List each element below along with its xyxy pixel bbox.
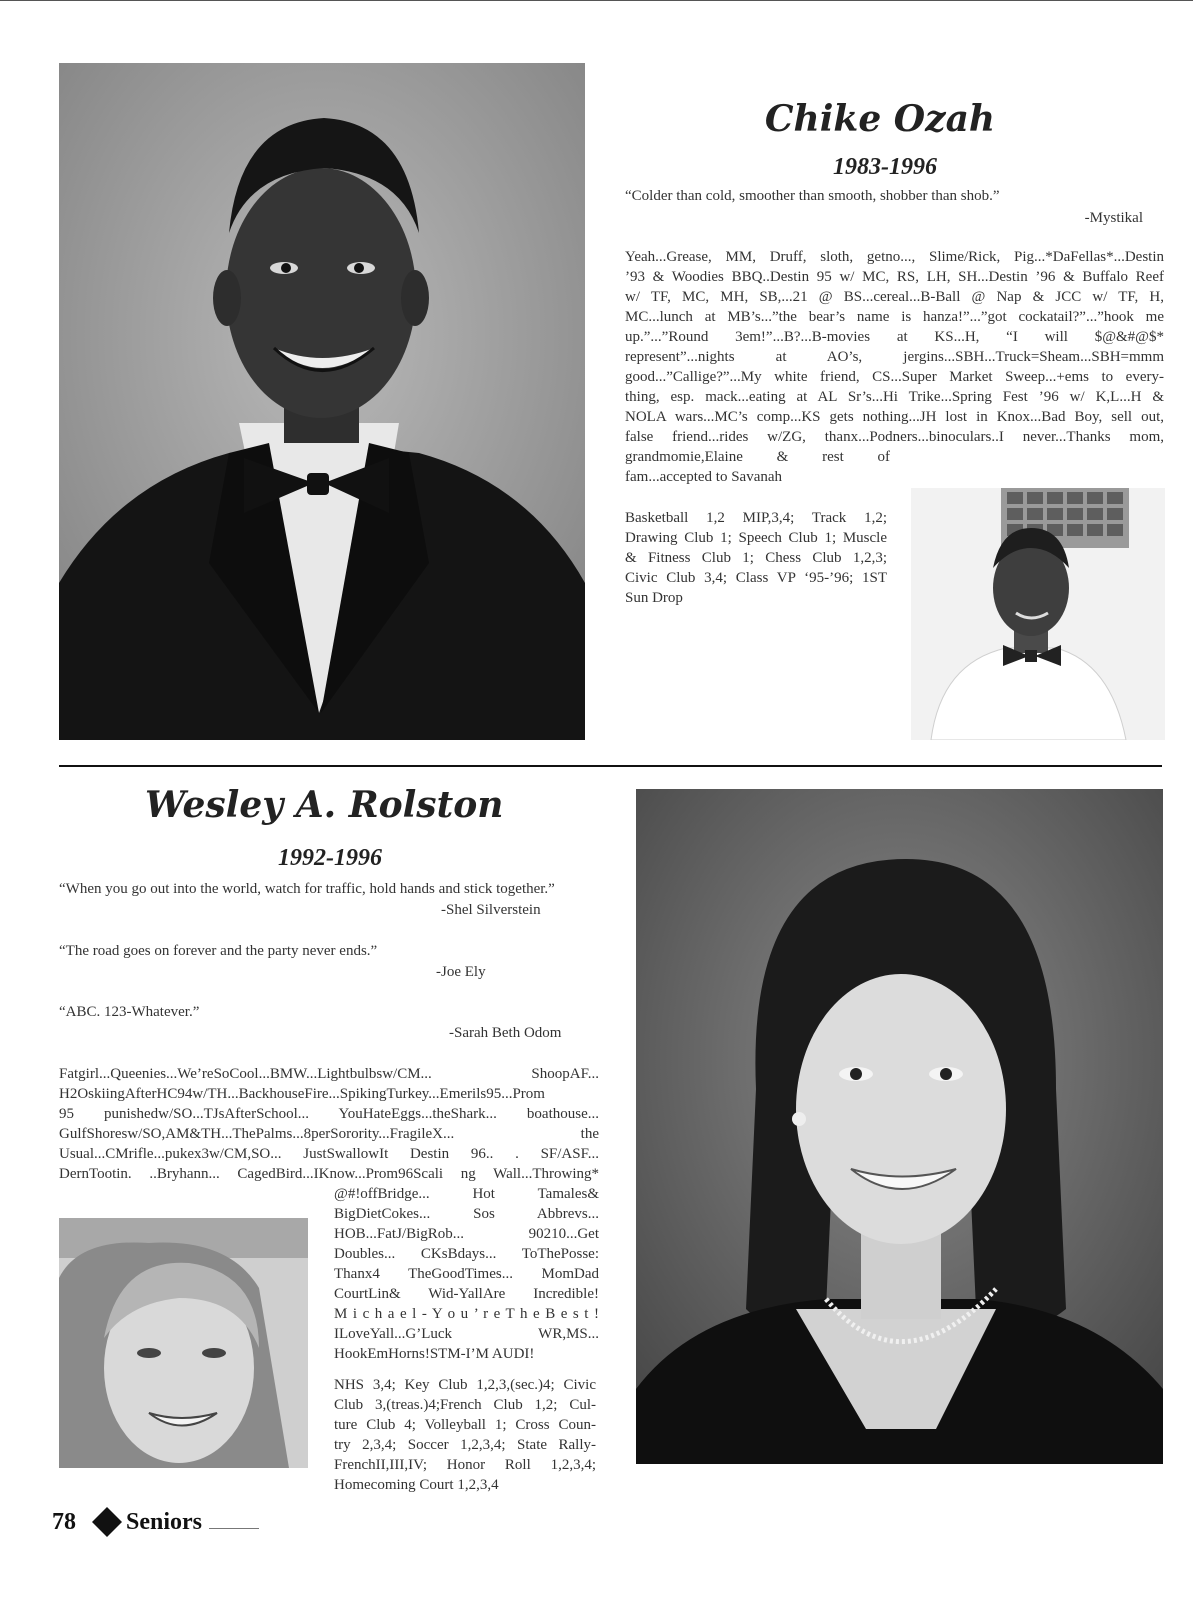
senior-quote: “The road goes on forever and the party never ends.”: [59, 943, 378, 959]
message-line: grandmomie,Elaine & rest of: [625, 449, 890, 465]
activity-line: Basketball 1,2 MIP,3,4; Track 1,2;: [625, 510, 887, 526]
senior-activities: [625, 508, 887, 608]
senior-candid-photo: [59, 1218, 308, 1468]
message-line: Fatgirl...Queenies...We’reSoCool...BMW...Lightbulbsw/CM... ShoopAF...: [59, 1066, 599, 1082]
message-line: Usual...CMrifle...pukex3w/CM,SO... JustSwallowIt Destin 96.. . SF/ASF...: [59, 1146, 599, 1162]
activity-line: ture Club 4; Volleyball 1; Cross Coun-: [334, 1417, 596, 1433]
message-line: M i c h a e l - Y o u ’ r e T h e B e s t !: [334, 1306, 599, 1322]
message-line: w/ TF, MC, MH, SB,...21 @ BS...cereal...B-Ball @ Nap & JCC w/ TF, H,: [625, 289, 1164, 305]
activity-line: Sun Drop: [625, 590, 683, 606]
activity-line: Club 3,(treas.)4;French Club 1,2; Cul-: [334, 1397, 596, 1413]
message-line: Yeah...Grease, MM, Druff, sloth, getno..., Slime/Rick, Pig...*DaFellas*...Destin: [625, 249, 1164, 265]
activity-line: & Fitness Club 1; Chess Club 1,2,3;: [625, 550, 887, 566]
message-line: HOB...FatJ/BigRob... 90210...Get: [334, 1226, 599, 1242]
section-label: Seniors: [126, 1509, 203, 1535]
quote-author: -Sarah Beth Odom: [449, 1025, 562, 1041]
senior-name: Chike Ozah: [764, 98, 996, 140]
message-line: HookEmHorns!STM-I’M AUDI!: [334, 1346, 535, 1362]
message-line: BigDietCokes... Sos Abbrevs...: [334, 1206, 599, 1222]
message-line: false friend...rides w/ZG, thanx...Podners...binoculars..I never...Thanks mom,: [625, 429, 1164, 445]
senior-portrait-wesley: [636, 789, 1163, 1464]
message-line: Doubles... CKsBdays... ToThePosse:: [334, 1246, 599, 1262]
activity-line: Drawing Club 1; Speech Club 1; Muscle: [625, 530, 887, 546]
page-footer: [52, 1505, 272, 1539]
activity-line: Homecoming Court 1,2,3,4: [334, 1477, 499, 1493]
message-line: H2OskiingAfterHC94w/TH...BackhouseFire...SpikingTurkey...Emerils95...Prom: [59, 1086, 545, 1102]
message-line: @#!offBridge... Hot Tamales&: [334, 1186, 599, 1202]
senior-quote: “ABC. 123-Whatever.”: [59, 1004, 200, 1020]
message-line: ’93 & Woodies BBQ..Destin 95 w/ MC, RS, LH, SH...Destin ’96 & Buffalo Reef: [625, 269, 1164, 285]
senior-message: [625, 247, 1164, 487]
page-top-border: [0, 0, 1193, 1]
senior-message-continued: [334, 1184, 599, 1364]
message-line: DernTootin. ..Bryhann... CagedBird...IKnow...Prom96Scali ng Wall...Throwing*: [59, 1166, 599, 1182]
senior-candid-photo: [911, 488, 1165, 740]
message-line: GulfShoresw/SO,AM&TH...ThePalms...8perSorority...FragileX... the: [59, 1126, 599, 1142]
activity-line: FrenchII,III,IV; Honor Roll 1,2,3,4;: [334, 1457, 596, 1473]
message-line: NOLA wars...MC’s comp...KS gets nothing...JH lost in Knox...Bad Boy, sell out,: [625, 409, 1164, 425]
senior-message: [59, 1064, 599, 1184]
message-line: fam...accepted to Savanah: [625, 469, 783, 485]
section-divider: [59, 765, 1162, 767]
senior-name: Wesley A. Rolston: [145, 784, 504, 826]
senior-quote: “Colder than cold, smoother than smooth, shobber than shob.”: [625, 188, 1000, 204]
senior-portrait-chike: [59, 63, 585, 740]
senior-quote: “When you go out into the world, watch for traffic, hold hands and stick together.”: [59, 881, 555, 897]
message-line: Thanx4 TheGoodTimes... MomDad: [334, 1266, 599, 1282]
activity-line: try 2,3,4; Soccer 1,2,3,4; State Rally-: [334, 1437, 596, 1453]
message-line: thing, esp. mack...eating at AL Sr’s...Hi Trike...Spring Fest ’96 w/ K,L...H &: [625, 389, 1164, 405]
page-number: 78: [52, 1509, 76, 1535]
quote-author: -Mystikal: [1084, 210, 1143, 226]
senior-activities: [334, 1375, 596, 1495]
message-line: represent”...nights at AO’s, jergins...SBH...Truck=Sheam...SBH=mmm: [625, 349, 1164, 365]
senior-years: 1983-1996: [833, 154, 937, 180]
quote-author: -Shel Silverstein: [441, 902, 541, 918]
message-line: up.”...”Round 3em!”...B?...B-movies at KS...H, “I will $@&#@$*: [625, 329, 1164, 345]
footer-rule: [209, 1528, 259, 1529]
message-line: 95 punishedw/SO...TJsAfterSchool... YouHateEggs...theShark... boathouse...: [59, 1106, 599, 1122]
message-line: ILoveYall...G’Luck WR,MS...: [334, 1326, 599, 1342]
activity-line: NHS 3,4; Key Club 1,2,3,(sec.)4; Civic: [334, 1377, 596, 1393]
diamond-icon: [92, 1507, 122, 1537]
senior-years: 1992-1996: [278, 845, 382, 871]
message-line: MC...lunch at MB’s...”the bear’s name is hanza!”...”got cockatail?”...”hook me: [625, 309, 1164, 325]
message-line: CourtLin& Wid-YallAre Incredible!: [334, 1286, 599, 1302]
message-line: good...”Callige?”...My white friend, CS...Super Market Sweep...+ems to every-: [625, 369, 1164, 385]
activity-line: Civic Club 3,4; Class VP ‘95-’96; 1ST: [625, 570, 887, 586]
quote-author: -Joe Ely: [436, 964, 486, 980]
